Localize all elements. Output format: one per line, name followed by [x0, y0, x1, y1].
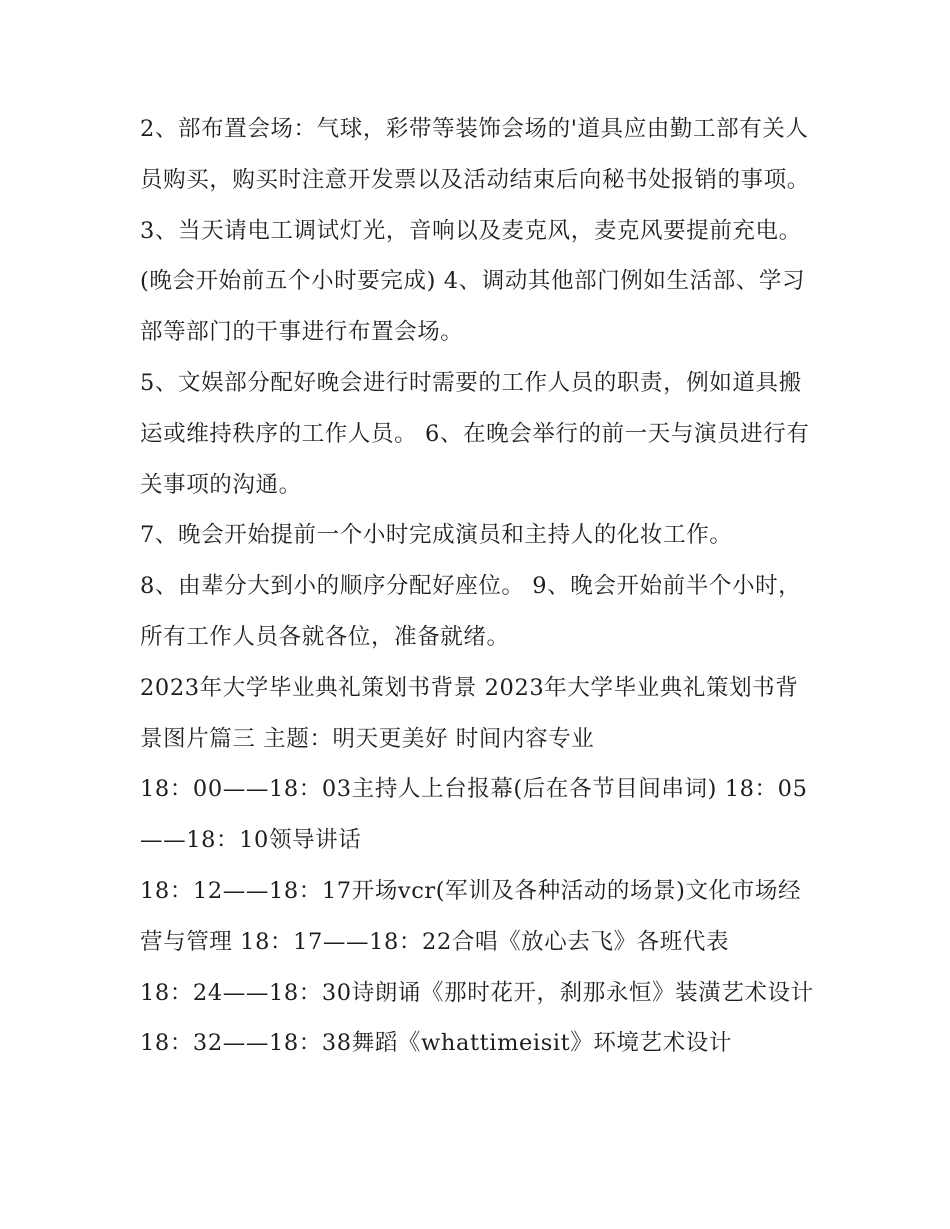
paragraph-seating: 8、由辈分大到小的顺序分配好座位。 9、晚会开始前半个小时，所有工作人员各就各位，准备就绪。: [140, 573, 802, 650]
paragraph-schedule-poetry: 18：24——18：30诗朗诵《那时花开，刹那永恒》装潢艺术设计 18：32——18：38舞蹈《whattimeisit》环境艺术设计: [140, 979, 814, 1057]
paragraph-schedule-opening: 18：00——18：03主持人上台报幕(后在各节目间串词) 18：05——18：10领导讲话: [140, 776, 808, 854]
paragraph-schedule-vcr: 18：12——18：17开场vcr(军训及各种活动的场景)文化市场经营与管理 18：17——18：22合唱《放心去飞》各班代表: [140, 877, 802, 955]
paragraph-setup-venue: 2、部布置会场：气球，彩带等装饰会场的'道具应由勤工部有关人员购买，购买时注意开发票以及活动结束后向秘书处报销的事项。: [140, 116, 810, 193]
paragraph-lighting-sound: 3、当天请电工调试灯光，音响以及麦克风，麦克风要提前充电。(晚会开始前五个小时要完成) 4、调动其他部门例如生活部、学习部等部门的干事进行布置会场。: [140, 217, 806, 346]
paragraph-makeup: 7、晚会开始提前一个小时完成演员和主持人的化妆工作。: [140, 522, 733, 549]
paragraph-title-theme: 2023年大学毕业典礼策划书背景 2023年大学毕业典礼策划书背景图片篇三 主题：明天更美好 时间内容专业: [140, 674, 799, 752]
paragraph-staff-duties: 5、文娱部分配好晚会进行时需要的工作人员的职责，例如道具搬运或维持秩序的工作人员。 6、在晚会举行的前一天与演员进行有关事项的沟通。: [140, 369, 810, 498]
document-body: [140, 104, 815, 1069]
